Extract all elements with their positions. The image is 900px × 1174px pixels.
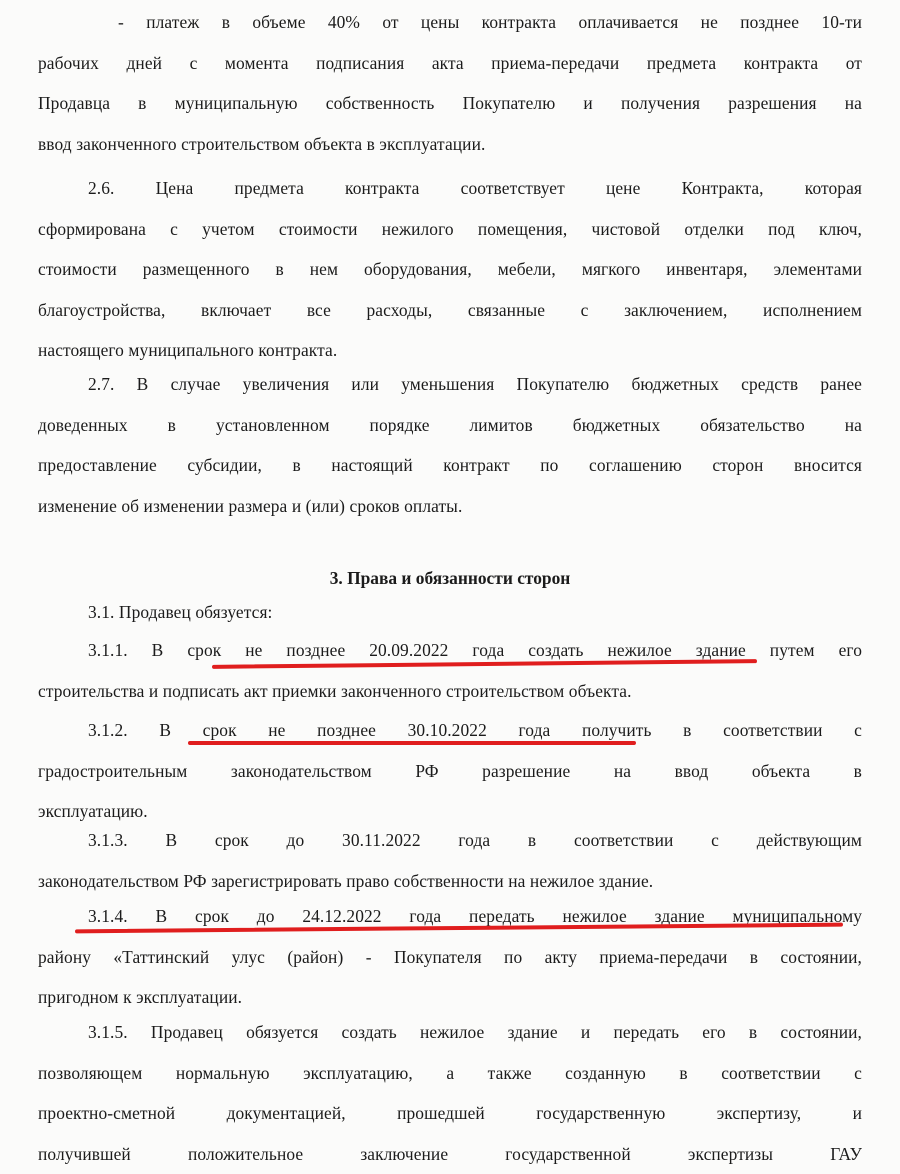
text-line: настоящего муниципального контракта. [38,330,862,371]
text-line: 3.1. Продавец обязуется: [38,592,862,633]
text-line: предоставление субсидии, в настоящий контракт по соглашению сторон вносится [38,445,862,486]
clause-3-1-5 [38,1012,862,1174]
text-line: рабочих дней с момента подписания акта приема-передачи предмета контракта от [38,43,862,84]
text-line: сформирована с учетом стоимости нежилого помещения, чистовой отделки под ключ, [38,209,862,250]
clause-3-1-3 [38,820,862,901]
text-line: району «Таттинский улус (район) - Покупателя по акту приема-передачи в состоянии, [38,937,862,978]
text-line: получившей положительное заключение государственной экспертизы ГАУ [38,1134,862,1174]
clause-3-1-1 [38,630,862,711]
text-line: стоимости размещенного в нем оборудования, мебели, мягкого инвентаря, элементами [38,249,862,290]
text-line: - платеж в объеме 40% от цены контракта оплачивается не позднее 10-ти [38,2,862,43]
paragraph-2-6 [38,168,862,371]
clause-3-1-2 [38,710,862,832]
text-line: 3.1.5. Продавец обязуется создать нежилое здание и передать его в состоянии, [38,1012,862,1053]
text-line: 3.1.1. В срок не позднее 20.09.2022 года создать нежилое здание путем его [38,630,862,671]
payment-paragraph [38,2,862,164]
text-line: градостроительным законодательством РФ разрешение на ввод объекта в [38,751,862,792]
text-line: 3.1.3. В срок до 30.11.2022 года в соответствии с действующим [38,820,862,861]
text-line: законодательством РФ зарегистрировать право собственности на нежилое здание. [38,861,862,902]
text-line: 2.7. В случае увеличения или уменьшения Покупателю бюджетных средств ранее [38,364,862,405]
text-line: строительства и подписать акт приемки законченного строительством объекта. [38,671,862,712]
paragraph-2-7 [38,364,862,526]
clause-3-1 [38,592,862,633]
text-line: 2.6. Цена предмета контракта соответствует цене Контракта, которая [38,168,862,209]
text-line: Продавца в муниципальную собственность Покупателю и получения разрешения на [38,83,862,124]
clause-3-1-4 [38,896,862,1018]
text-line: проектно-сметной документацией, прошедшей государственную экспертизу, и [38,1093,862,1134]
red-underline-annotation [188,741,636,745]
text-line: позволяющем нормальную эксплуатацию, а также созданную в соответствии с [38,1053,862,1094]
text-line: изменение об изменении размера и (или) сроков оплаты. [38,486,862,527]
text-line: 3.1.4. В срок до 24.12.2022 года передать нежилое здание муниципальному [38,896,862,937]
text-line: благоустройства, включает все расходы, связанные с заключением, исполнением [38,290,862,331]
text-line: пригодном к эксплуатации. [38,977,862,1018]
text-line: доведенных в установленном порядке лимитов бюджетных обязательство на [38,405,862,446]
text-line: 3.1.2. В срок не позднее 30.10.2022 года получить в соответствии с [38,710,862,751]
text-line: ввод законченного строительством объекта в эксплуатации. [38,124,862,165]
text-line: эксплуатацию. [38,791,862,832]
section-3-title: 3. Права и обязанности сторон [0,558,900,598]
